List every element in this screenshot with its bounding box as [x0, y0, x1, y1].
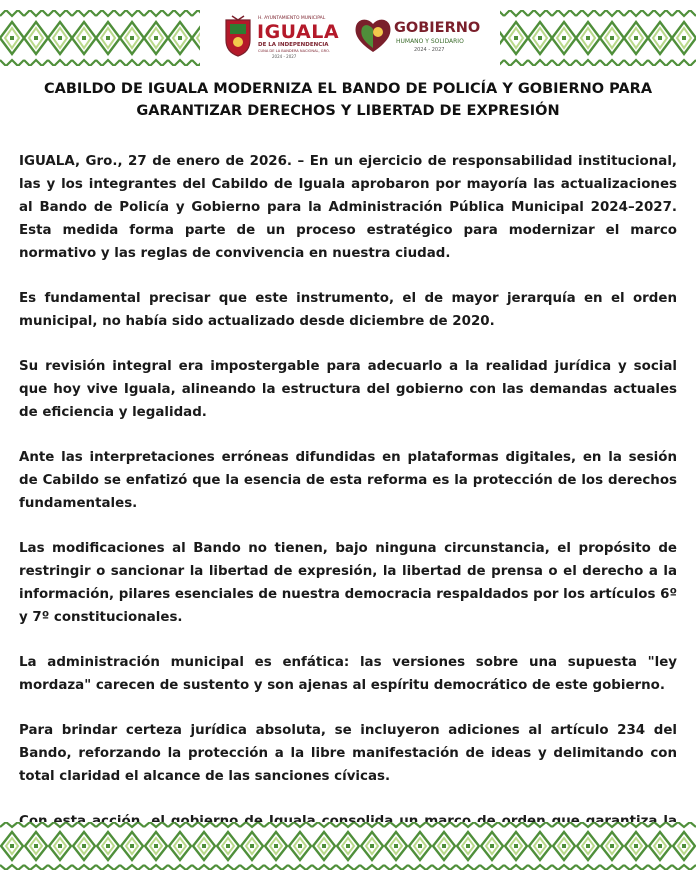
- article-body: [19, 150, 677, 878]
- gobierno-logo: [352, 14, 482, 60]
- gobierno-subtitle: HUMANO Y SOLIDARIO: [396, 38, 464, 45]
- article-paragraph: La administración municipal es enfática: las versiones sobre una supuesta "ley mordaza" carecen de sustento y son ajenas al espíritu democrático de este gobierno.: [19, 655, 677, 693]
- iguala-logo: [222, 12, 340, 62]
- article-paragraph: Su revisión integral era impostergable para adecuarlo a la realidad jurídica y social que hoy vive Iguala, alineando la estructura del gobierno con las demandas actuales de eficiencia y legalidad.: [19, 359, 677, 420]
- iguala-years: 2024 - 2027: [272, 54, 297, 59]
- article-paragraph: IGUALA, Gro., 27 de enero de 2026. – En un ejercicio de responsabilidad institucional, las y los integrantes del Cabildo de Iguala aprobaron por mayoría las actualizaciones al Bando de Policía y Gobierno para la Administración Pública Municipal 2024–2027. Esta medida forma parte de un proceso estratégico para modernizar el marco normativo y las reglas de convivencia en nuestra ciudad.: [19, 154, 677, 261]
- decorative-pattern-top-right: [500, 10, 696, 66]
- article-title: CABILDO DE IGUALA MODERNIZA EL BANDO DE POLICÍA Y GOBIERNO PARA GARANTIZAR DERECHOS Y LIBERTAD DE EXPRESIÓN: [43, 81, 653, 119]
- article-paragraph: Para brindar certeza jurídica absoluta, se incluyeron adiciones al artículo 234 del Bando, reforzando la protección a la libre manifestación de ideas y delimitando con total claridad el alcance de las sanciones cívicas.: [19, 723, 677, 784]
- decorative-pattern-bottom: [0, 822, 696, 870]
- zigzag-pattern-icon: [0, 822, 696, 870]
- iguala-subtitle-secondary: CUNA DE LA BANDERA NACIONAL, GRO.: [258, 49, 330, 53]
- crest-icon: [222, 14, 254, 58]
- article-paragraph: Ante las interpretaciones erróneas difundidas en plataformas digitales, en la sesión de Cabildo se enfatizó que la esencia de esta reforma es la protección de los derechos fundamentales.: [19, 450, 677, 511]
- article-paragraph: Las modificaciones al Bando no tienen, bajo ninguna circunstancia, el propósito de restringir o sancionar la libertad de expresión, la libertad de prensa o el derecho a la información, pilares esenciales de nuestra democracia respaldados por los artículos 6º y 7º constitucionales.: [19, 541, 677, 625]
- iguala-small-text: H. AYUNTAMIENTO MUNICIPAL: [258, 16, 326, 21]
- gobierno-years: 2024 - 2027: [414, 47, 445, 53]
- zigzag-pattern-icon: [500, 10, 696, 66]
- article-paragraph: Es fundamental precisar que este instrumento, el de mayor jerarquía en el orden municipal, no había sido actualizado desde diciembre de 2020.: [19, 291, 677, 329]
- heart-icon: [352, 14, 394, 56]
- gobierno-name: GOBIERNO: [394, 20, 481, 36]
- iguala-name: IGUALA: [257, 21, 340, 43]
- decorative-pattern-top-left: [0, 10, 200, 66]
- zigzag-pattern-icon: [0, 10, 200, 66]
- iguala-subtitle: DE LA INDEPENDENCIA: [258, 42, 329, 48]
